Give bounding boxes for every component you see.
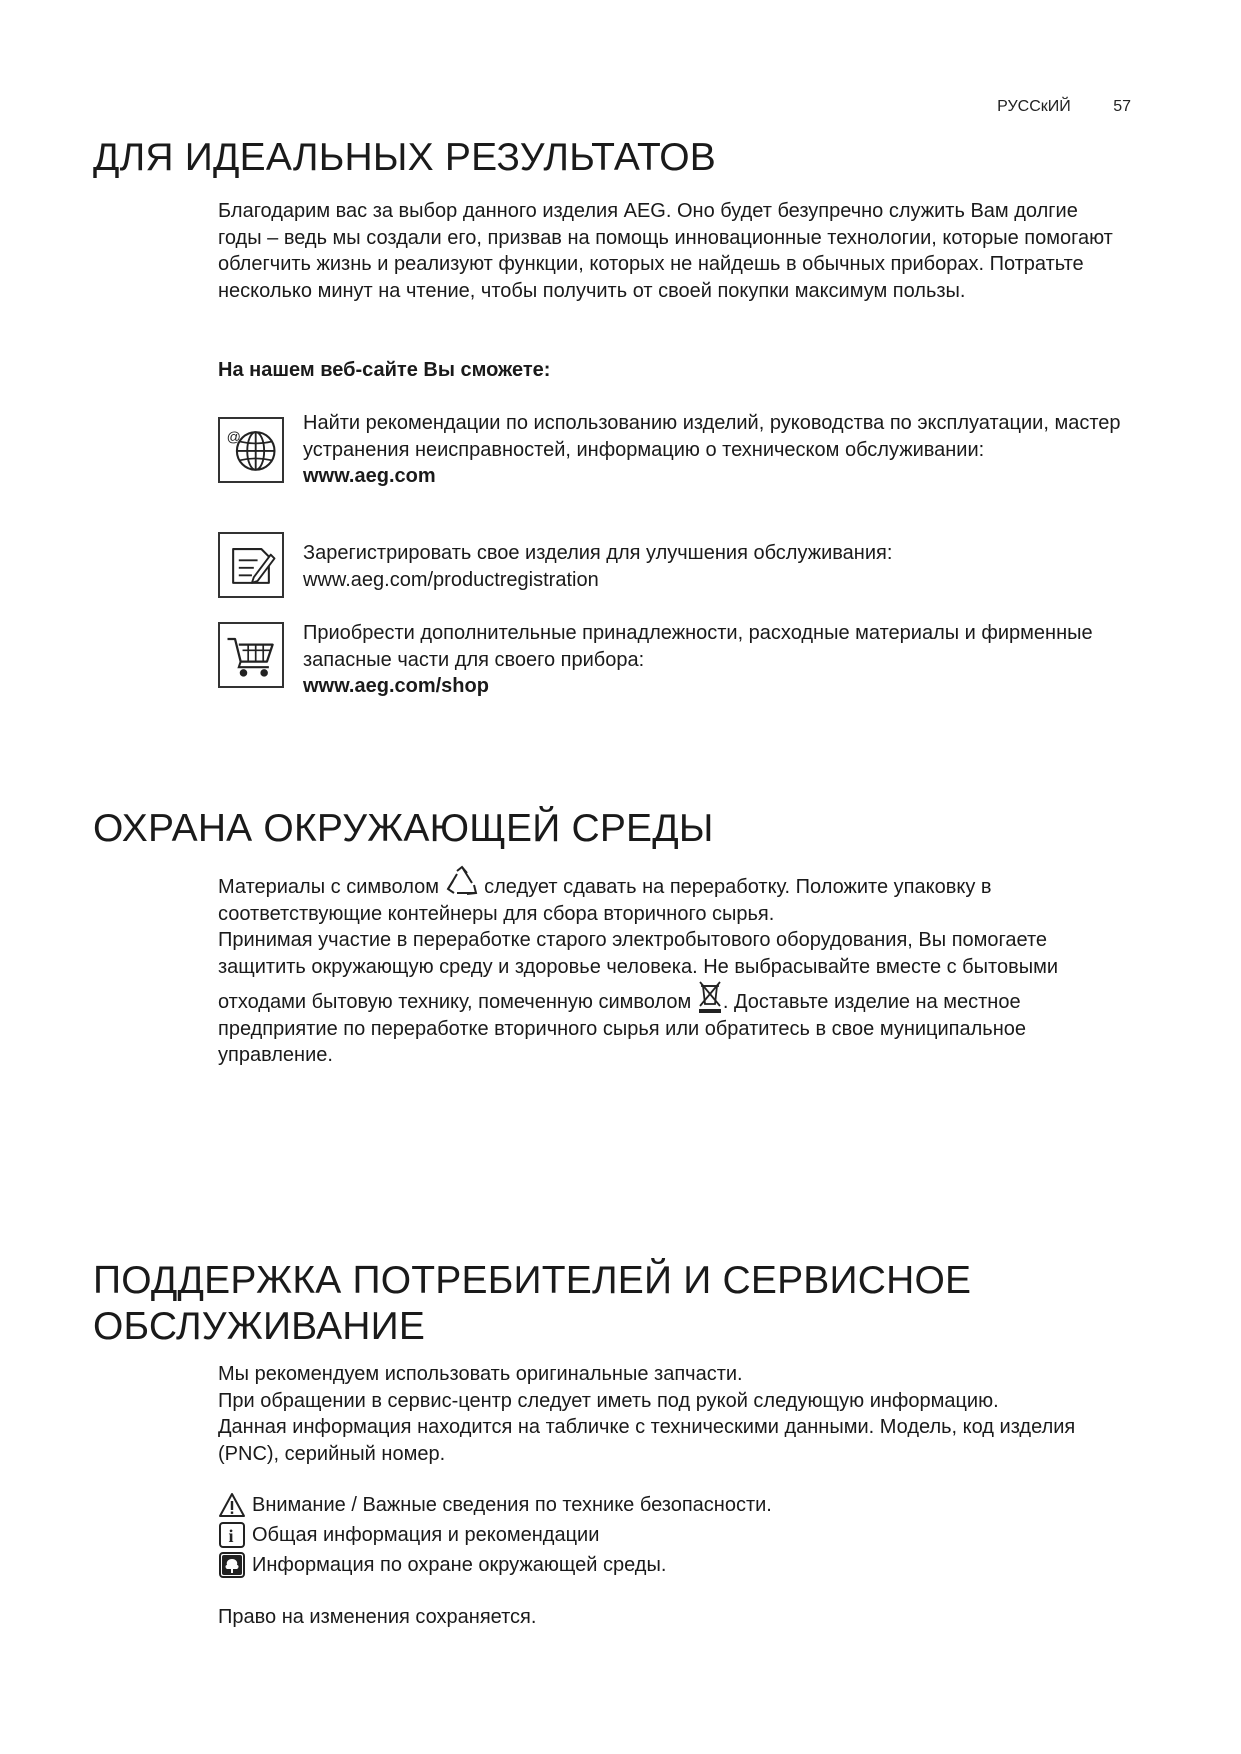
legend-text: Внимание / Важные сведения по технике безопасности. — [252, 1493, 772, 1516]
page-number: 57 — [1113, 98, 1131, 115]
registration-icon — [218, 532, 284, 598]
info-icon — [218, 1522, 246, 1548]
legend-item-environment — [218, 1550, 1138, 1580]
warning-icon — [218, 1492, 246, 1518]
crossed-bin-icon — [697, 980, 723, 1014]
section-title-environment: ОХРАНА ОКРУЖАЮЩЕЙ СРЕДЫ — [93, 807, 714, 850]
link-shop[interactable]: www.aeg.com/shop — [303, 675, 489, 697]
symbol-legend — [218, 1490, 1138, 1580]
item-text: Зарегистрировать свое изделия для улучшения обслуживания: — [303, 542, 893, 564]
recycle-icon — [445, 865, 479, 899]
service-title-line1: ПОДДЕРЖКА ПОТРЕБИТЕЛЕЙ И СЕРВИСНОЕ — [93, 1259, 972, 1302]
weee-paragraph — [218, 927, 1118, 1069]
section-title-results: ДЛЯ ИДЕАЛЬНЫХ РЕЗУЛЬТАТОВ — [93, 136, 717, 179]
link-registration[interactable]: www.aeg.com/productregistration — [303, 568, 599, 591]
legend-item-warning — [218, 1490, 1138, 1520]
globe-icon — [218, 417, 284, 483]
list-item-registration — [303, 540, 1123, 593]
page-header — [997, 98, 1131, 116]
intro-paragraph — [218, 198, 1118, 304]
list-item-support — [303, 410, 1123, 490]
legend-item-info — [218, 1520, 1138, 1550]
environment-icon — [218, 1552, 246, 1578]
website-heading: На нашем веб-сайте Вы сможете: — [218, 359, 551, 381]
service-text-1: Мы рекомендуем использовать оригинальные запчасти. — [218, 1363, 743, 1385]
item-text: Найти рекомендации по использованию изделий, руководства по эксплуатации, мастер устранения неисправностей, информацию о техническом обслуживании: — [303, 412, 1121, 461]
item-text: Приобрести дополнительные принадлежности, расходные материалы и фирменные запасные части для своего прибора: — [303, 622, 1093, 671]
recycling-text-start: Материалы с символом — [218, 876, 439, 898]
weee-text-end: . Доставьте изделие на местное предприятие по переработке вторичного сырья или обратитесь в свое муниципальное управление. — [218, 991, 1027, 1066]
weee-text-start: Принимая участие в переработке старого электробытового оборудования, Вы помогаете защитить окружающую среду и здоровье человека. Не выбрасывайте вместе с бытовыми отходами бытовую технику, помеченную символом — [218, 929, 1058, 1013]
recycling-paragraph — [218, 865, 1118, 927]
language-label: РУССкИЙ — [997, 98, 1071, 115]
svg-text:@: @ — [226, 428, 241, 445]
svg-text:i: i — [228, 1526, 234, 1546]
shopping-cart-icon — [218, 622, 284, 688]
footer-note: Право на изменения сохраняется. — [218, 1606, 537, 1628]
link-aeg[interactable]: www.aeg.com — [303, 465, 436, 487]
section-title-service — [93, 1258, 971, 1350]
legend-text: Общая информация и рекомендации — [252, 1523, 600, 1546]
environment-paragraph — [218, 865, 1118, 1069]
service-text-2: При обращении в сервис-центр следует иметь под рукой следующую информацию. — [218, 1389, 999, 1412]
service-paragraph — [218, 1361, 1118, 1467]
intro-text: Благодарим вас за выбор данного изделия AEG. Оно будет безупречно служить Вам долгие годы – ведь мы создали его, призвав на помощь инновационные технологии, которые помогают облегчить жизнь и реализуют функции, которых не найдешь в обычных приборах. Потратьте несколько минут на чтение, чтобы получить от своей покупки максимум пользы. — [218, 200, 1113, 302]
legend-text: Информация по охране окружающей среды. — [252, 1553, 667, 1576]
service-title-line2: ОБСЛУЖИВАНИЕ — [93, 1305, 426, 1348]
service-text-3: Данная информация находится на табличке с техническими данными. Модель, код изделия (PNC), серийный номер. — [218, 1416, 1076, 1465]
list-item-shop — [303, 620, 1123, 700]
recycling-text-end: следует сдавать на переработку. Положите упаковку в соответствующие контейнеры для сбора вторичного сырья. — [218, 876, 992, 925]
